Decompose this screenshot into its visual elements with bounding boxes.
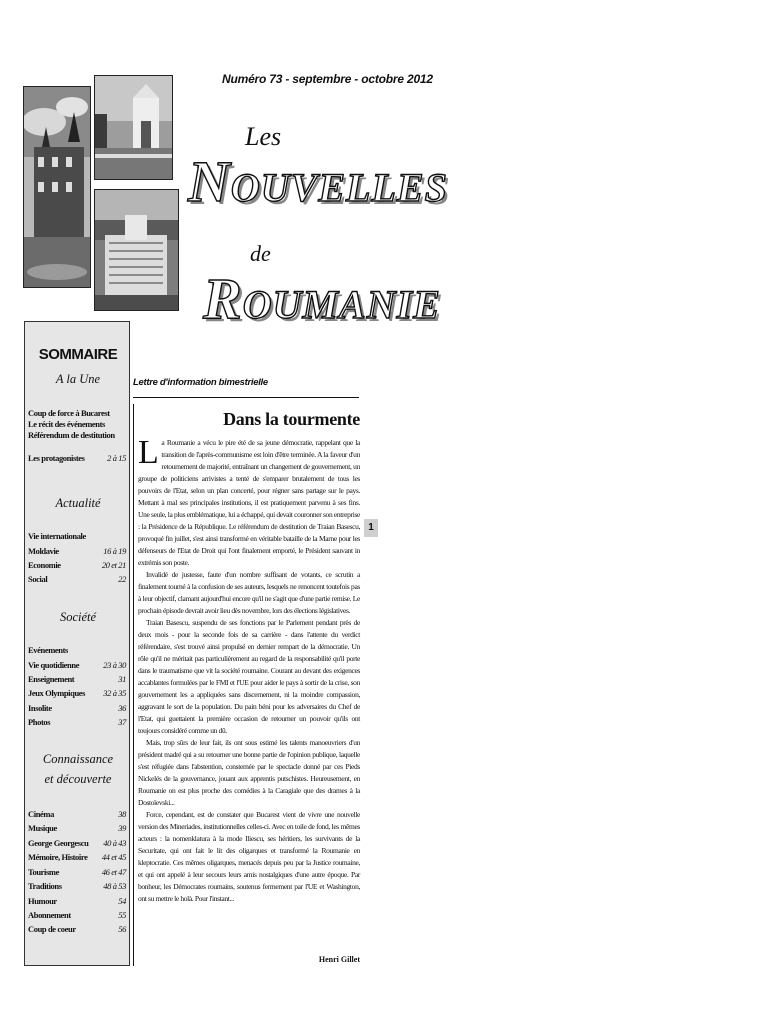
article-paragraph: Invalidé de justesse, faute d'un nombre suffisant de votants, ce scrutin a finalement tourné à la confusion de ses auteurs, lesquels ne renoncent toutefois pas à leur objectif, clamant aujourd'hui encore qu'il ne s'agit que d'une partie remise. Le prochain épisode devrait avoir lieu dès novembre, lors des élections législatives. <box>138 570 360 615</box>
toc-label: Abonnement <box>28 910 71 920</box>
toc-label: Vie internationale <box>28 531 86 541</box>
toc-item[interactable] <box>28 867 126 878</box>
toc-label: Photos <box>28 717 51 727</box>
toc-page: 32 à 35 <box>103 688 126 698</box>
toc-label: Les protagonistes <box>28 453 85 463</box>
toc-label: Jeux Olympiques <box>28 688 86 698</box>
article-paragraph-text: a Roumanie a vécu le pire été de sa jeune démocratie, rappelant que la transition de l'après-communisme est loin d'être terminée. A la faveur d'un retournement de majorité, entraînant un changement de gouvernement, un groupe de politiciens arrivistes a tenté de s'emparer brutalement de tous les pouvoirs de l'Etat, selon un plan concerté, pour régner sans partage sur le pays. Mettant à mal ses principales institutions, il est pratiquement parvenu à ses fins. Une seule, la plus emblématique, lui a échappé, qui devait couronner son entreprise : la Présidence de la République. Le référendum de destitution de Traian Basescu, provoqué fin juillet, s'est ainsi transformé en véritable bataille de la Marne pour les défenseurs de l'Etat de Droit qui l'ont finalement emporté, le Président sauvant in extrémis son poste. <box>138 438 360 567</box>
toc-item[interactable] <box>28 703 126 714</box>
toc-item[interactable] <box>28 674 126 685</box>
photo-castle <box>23 86 91 288</box>
issue-number: Numéro 73 - septembre - octobre 2012 <box>222 72 433 86</box>
toc-label: Humour <box>28 896 57 906</box>
toc-label: Musique <box>28 823 57 833</box>
toc-page: 38 <box>118 809 126 819</box>
toc-label: Evénements <box>28 645 68 655</box>
toc-item[interactable] <box>28 453 126 464</box>
article-paragraph: Mais, trop sûrs de leur fait, ils ont sous estimé les talents manoeuvriers d'un président madré qui a su retourner une bonne partie de l'opinion publique, laquelle s'est réfugiée dans l'abstention, consternée par le spectacle donné par ces Pieds Nickelés de la gouvernance, jouant aux apprentis putschistes. Heureusement, en Roumanie on est plus proche des comédies à la Caragiale que des drames à la Dostoïevski... <box>138 738 360 807</box>
article-paragraph: Traian Basescu, suspendu de ses fonctions par le Parlement pendant près de deux mois - pour la seconde fois de sa carrière - dans l'attente du verdict référendaire, s'est trouvé ainsi propulsé en dernier rempart de la démocratie. Un rôle qu'il ne méritait pas particulièrement au regard de la responsabilité qu'il porte dans le traumatisme que vit la société roumaine. Courant au devant des exigences accablantes formulées par le FMI et l'UE pour aider le pays à sortir de la crise, son gouvernement les a appliquées sans discernement, ni la moindre compassion, aggravant le sort de la population. Du pain béni pour les adversaires du Chef de l'Etat, qui guettaient la première occasion de retourner un pouvoir qu'ils ont toujours considéré comme un dû. <box>138 618 360 735</box>
toc-page: 2 à 15 <box>107 453 126 463</box>
toc-label: Référendum de destitution <box>28 430 115 440</box>
toc-page: 55 <box>118 910 126 920</box>
toc-item[interactable] <box>28 574 126 585</box>
article-signature: Henri Gillet <box>318 955 360 964</box>
toc-page: 22 <box>118 574 126 584</box>
toc-page: 56 <box>118 924 126 934</box>
toc-item[interactable] <box>28 924 126 935</box>
article-paragraph: Force, cependant, est de constater que Bucarest vient de vivre une nouvelle version des Mineriades, institutionnelles celles-ci. Avec en toile de fond, les mêmes acteurs : la nomenklatura à la mode Iliescu, ses héritiers, les survivants de la Securitate, qui ont fait le lit des oligarques et transformé la Roumanie en kleptocratie. Ces mêmes oligarques, menacés depuis peu par la Justice roumaine, et qui ont appelé à leur secours leurs amis nostalgiques d'une autre époque. Par bonheur, les Démocrates roumains, soutenus fermement par l'UE et Washington, ont su mettre le holà. Pour l'instant... <box>138 810 360 903</box>
toc-label: Le récit des événements <box>28 419 105 429</box>
toc-page: 46 et 47 <box>101 867 126 877</box>
drop-cap: L <box>138 434 159 471</box>
title-de: de <box>250 241 271 266</box>
toc-page: 23 à 30 <box>103 660 126 670</box>
section-title-societe: Société <box>59 610 97 624</box>
sommaire-panel <box>24 321 130 966</box>
toc-item[interactable] <box>28 419 126 430</box>
toc-item[interactable] <box>28 717 126 728</box>
toc-item[interactable] <box>28 881 126 892</box>
toc-label: Cinéma <box>28 809 54 819</box>
section-title-actualite: Actualité <box>55 496 101 510</box>
title-les: Les <box>245 122 282 151</box>
toc-page: 39 <box>118 823 126 833</box>
toc-page: 37 <box>118 717 126 727</box>
toc-item[interactable] <box>28 688 126 699</box>
toc-label: Insolite <box>28 703 52 713</box>
column-divider <box>133 404 134 966</box>
toc-label: Economie <box>28 560 61 570</box>
page-number-badge: 1 <box>364 519 378 537</box>
sommaire-heading: SOMMAIRE <box>38 346 118 363</box>
toc-page: 48 à 53 <box>103 881 126 891</box>
article-paragraph <box>138 434 360 569</box>
toc-item[interactable] <box>28 823 126 834</box>
toc-page: 31 <box>118 674 126 684</box>
photo-palace <box>94 189 179 311</box>
toc-label: Mémoire, Histoire <box>28 852 88 862</box>
toc-item[interactable] <box>28 809 126 820</box>
toc-item[interactable] <box>28 546 126 557</box>
newsletter-subtitle: Lettre d'information bimestrielle <box>133 377 268 388</box>
toc-item[interactable] <box>28 838 126 849</box>
toc-item[interactable] <box>28 896 126 907</box>
toc-page: 54 <box>118 896 126 906</box>
toc-page: 40 à 43 <box>103 838 126 848</box>
toc-label: Coup de force à Bucarest <box>28 408 110 418</box>
toc-label: Social <box>28 574 48 584</box>
article-body <box>138 434 360 905</box>
toc-label: George Georgescu <box>28 838 89 848</box>
toc-item[interactable] <box>28 910 126 921</box>
toc-item[interactable] <box>28 430 126 441</box>
toc-label: Tourisme <box>28 867 59 877</box>
title-nouvelles-initial: N <box>188 149 231 214</box>
section-title-connaissance: Connaissance <box>42 752 114 766</box>
toc-page: 44 et 45 <box>101 852 126 862</box>
toc-label: Coup de coeur <box>28 924 76 934</box>
toc-item[interactable] <box>28 560 126 571</box>
toc-item[interactable] <box>28 531 126 542</box>
toc-page: 36 <box>118 703 126 713</box>
toc-page: 16 à 19 <box>103 546 126 556</box>
title-nouvelles-rest: OUVELLES <box>230 165 448 210</box>
toc-item[interactable] <box>28 852 126 863</box>
toc-page: 20 et 21 <box>101 560 126 570</box>
title-nouvelles <box>188 148 448 215</box>
article-headline: Dans la tourmente <box>223 409 360 429</box>
toc-item[interactable] <box>28 645 126 656</box>
toc-item[interactable] <box>28 660 126 671</box>
toc-item[interactable] <box>28 408 126 419</box>
photo-monument <box>94 75 173 180</box>
header-divider <box>133 397 359 398</box>
section-title-connaissance-2: et découverte <box>44 772 112 786</box>
toc-label: Enseignement <box>28 674 75 684</box>
toc-label: Traditions <box>28 881 62 891</box>
toc-label: Moldavie <box>28 546 59 556</box>
title-roumanie <box>203 265 441 332</box>
title-roumanie-rest: OUMANIE <box>242 282 441 327</box>
title-roumanie-initial: R <box>203 266 243 331</box>
toc-label: Vie quotidienne <box>28 660 80 670</box>
section-title-une: A la Une <box>55 372 101 386</box>
